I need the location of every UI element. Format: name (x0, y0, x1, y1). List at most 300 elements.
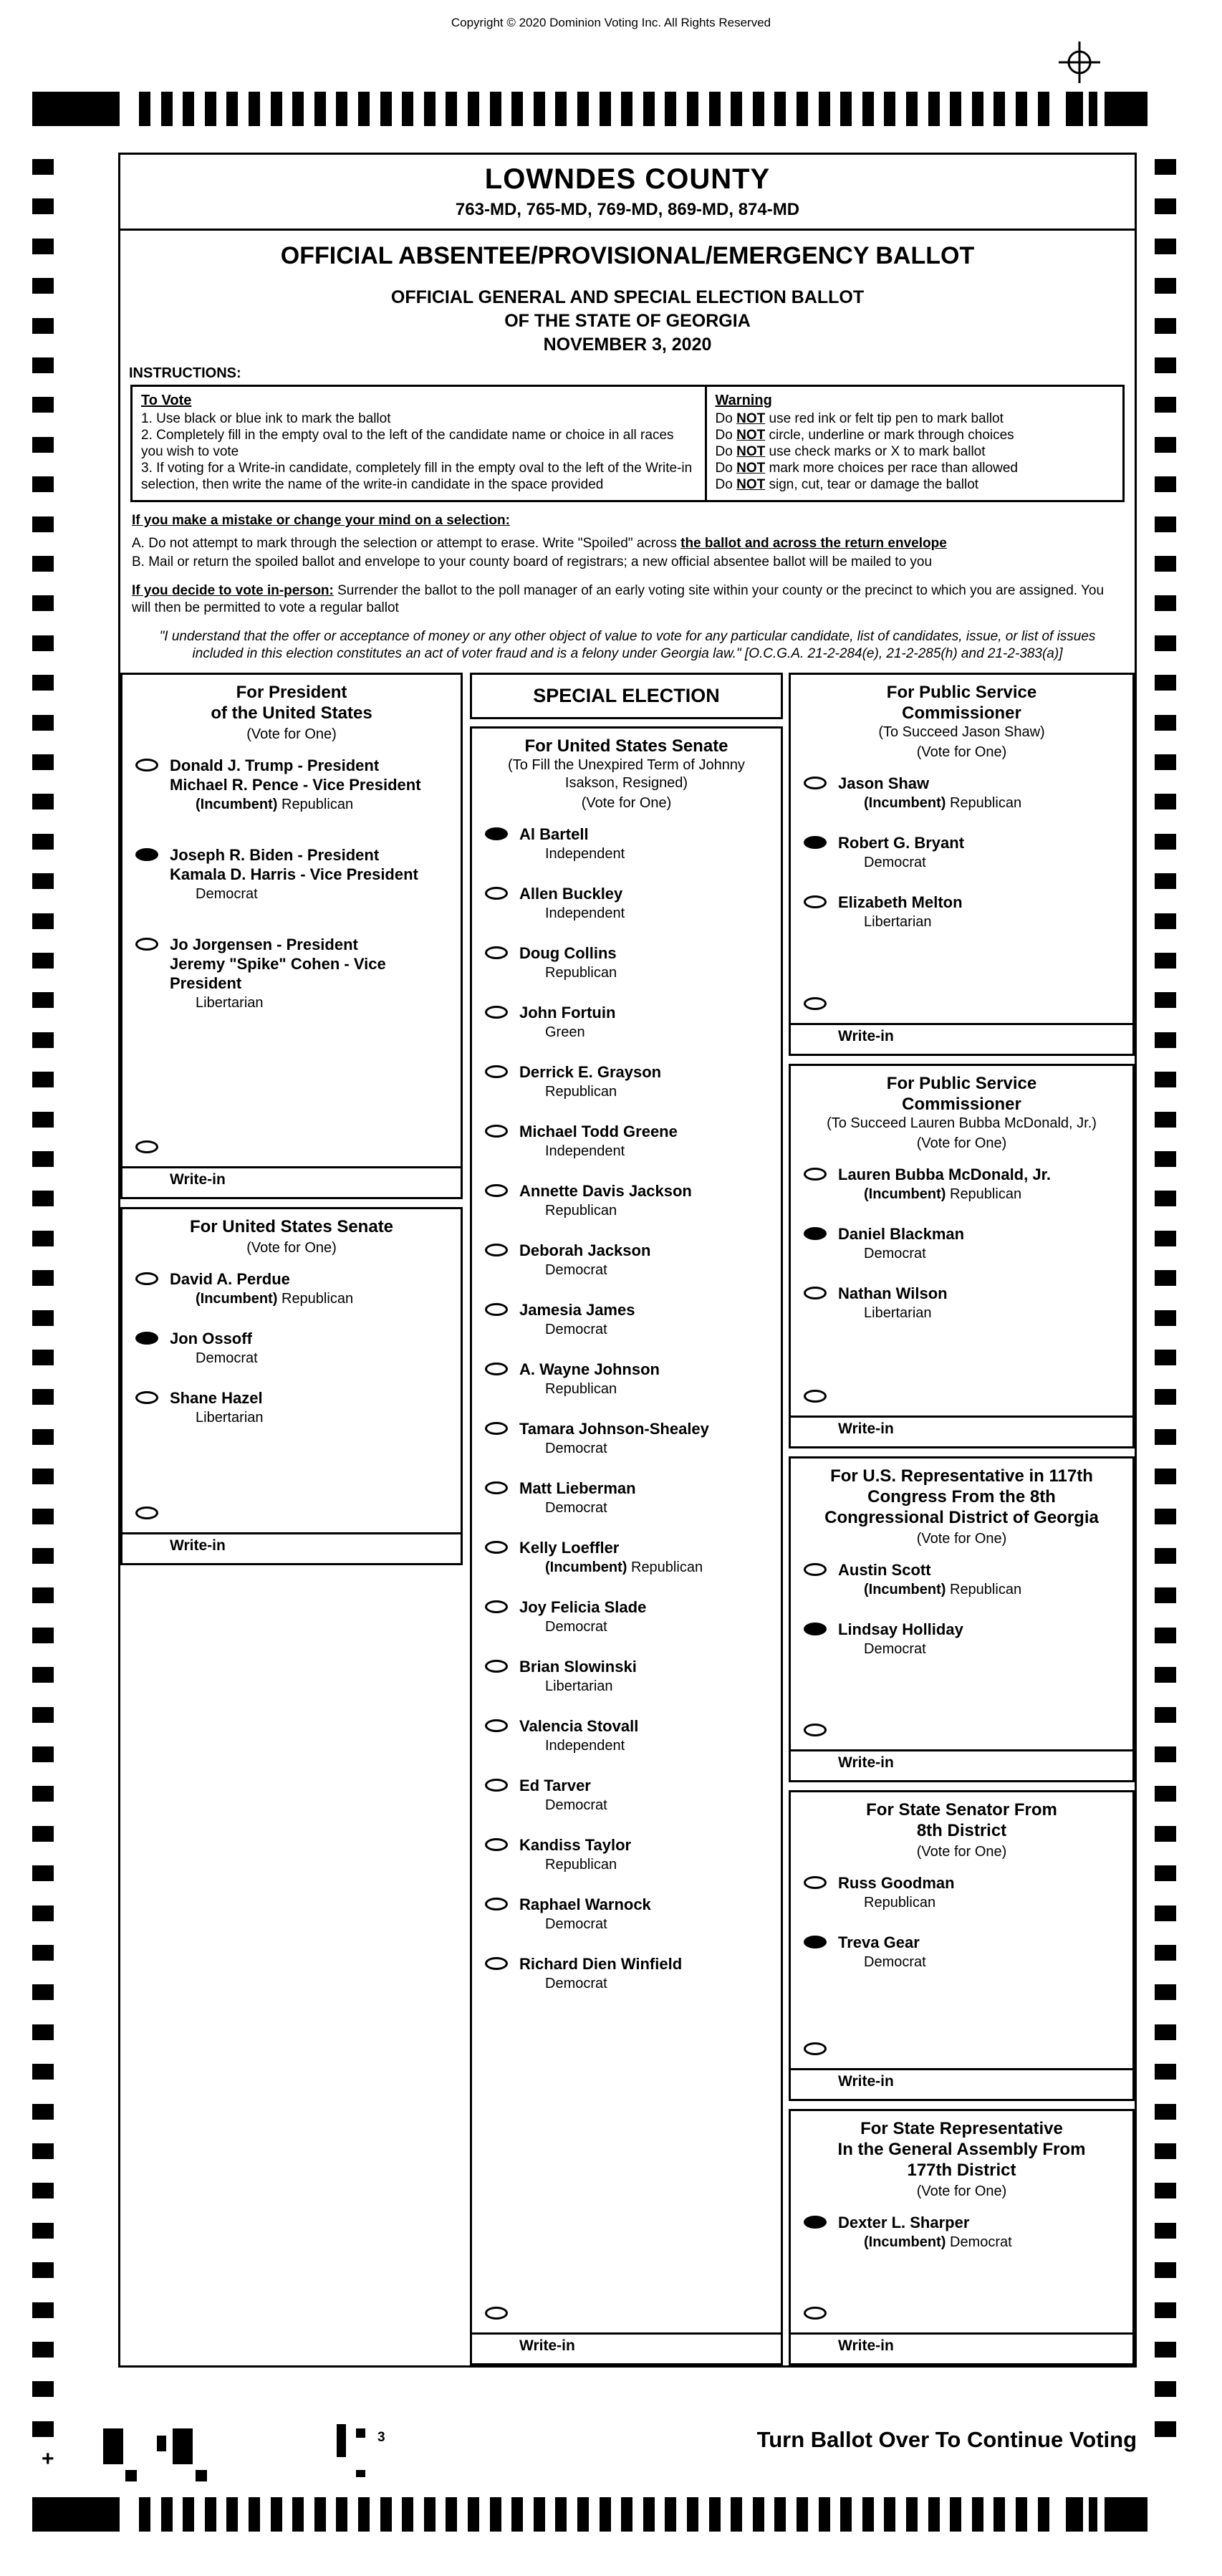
timing-mark (32, 794, 54, 809)
vote-for-instruction: (Vote for One) (916, 1135, 1007, 1151)
timing-mark (32, 1032, 54, 1048)
warning-not-emphasis: NOT (736, 444, 766, 459)
timing-mark (32, 754, 54, 770)
candidate-name: Richard Dien Winfield (519, 1955, 683, 1973)
timing-mark (950, 92, 961, 126)
candidate-row (472, 1716, 781, 1754)
to-vote-column (133, 387, 707, 500)
timing-mark (32, 2223, 54, 2239)
candidate-row (472, 1181, 781, 1219)
contest-title: For Public Service (886, 1074, 1037, 1093)
timing-mark (32, 1270, 54, 1286)
ballot-oval[interactable] (485, 1660, 508, 1673)
candidate-name: Daniel Blackman (838, 1225, 965, 1243)
ballot-oval[interactable] (804, 1563, 827, 1576)
mistake-title: If you make a mistake or change your mind on a selection: (132, 513, 510, 528)
ballot-oval[interactable] (485, 1125, 508, 1138)
write-in-oval[interactable] (135, 1140, 158, 1153)
timing-mark (161, 2497, 173, 2532)
timing-mark (32, 1984, 54, 2000)
candidate-party: (Incumbent) Republican (864, 1186, 1022, 1202)
code-mark (103, 2428, 123, 2464)
timing-mark (1155, 1746, 1176, 1762)
write-in-area (791, 1716, 1132, 1780)
timing-mark (32, 834, 54, 850)
candidate-party: (Incumbent) Republican (196, 1291, 354, 1307)
candidate-name: Doug Collins (519, 944, 617, 962)
in-person-label: If you decide to vote in-person: (132, 583, 334, 598)
ballot-oval[interactable] (485, 1006, 508, 1019)
incumbent-flag: (Incumbent) (864, 795, 946, 811)
candidate-name: Jamesia James (519, 1301, 635, 1319)
timing-mark (32, 2421, 54, 2437)
candidate-name: Nathan Wilson (838, 1284, 948, 1302)
vote-for-instruction: (Vote for One) (916, 1531, 1007, 1547)
ballot-type-title: OFFICIAL ABSENTEE/PROVISIONAL/EMERGENCY BALLOT (280, 242, 975, 269)
timing-mark (577, 2497, 589, 2532)
registration-crosshair-icon (1056, 39, 1103, 86)
candidate-name: Jo Jorgensen - President (170, 936, 358, 953)
timing-mark (32, 1587, 54, 1603)
timing-mark (32, 1509, 54, 1524)
timing-mark (292, 2497, 304, 2532)
candidate-name: Michael Todd Greene (519, 1123, 678, 1140)
contest-title: 177th District (907, 2161, 1016, 2180)
timing-mark (32, 1945, 54, 1961)
vote-for-instruction: (Vote for One) (246, 726, 337, 742)
timing-mark (1155, 1191, 1176, 1206)
timing-mark (1155, 2104, 1176, 2120)
contest-subtitle: Isakson, Resigned) (564, 775, 688, 791)
contest-subtitle: (To Succeed Lauren Bubba McDonald, Jr.) (827, 1115, 1097, 1131)
candidate-row (472, 825, 781, 862)
timing-mark (139, 92, 150, 126)
timing-mark (862, 2497, 874, 2532)
contest-box (120, 673, 463, 1199)
timing-mark (380, 2497, 392, 2532)
timing-mark (1155, 834, 1176, 850)
contest-box (789, 2109, 1135, 2365)
timing-mark (1155, 953, 1176, 969)
ballot-oval[interactable] (804, 1287, 827, 1299)
timing-mark (32, 2262, 54, 2278)
to-vote-item: 2. Completely fill in the empty oval to the left of the candidate name or choice in all races you wish to vote (141, 428, 674, 459)
timing-mark (1155, 1945, 1176, 1961)
to-vote-item: 1. Use black or blue ink to mark the ballot (141, 411, 391, 426)
timing-mark (1155, 476, 1176, 492)
timing-mark (1155, 1707, 1176, 1723)
candidate-row (472, 884, 781, 922)
timing-mark (1155, 1509, 1176, 1524)
ballot-oval[interactable] (485, 1184, 508, 1197)
timing-mark (665, 92, 676, 126)
timing-mark (621, 92, 632, 126)
ballot-oval[interactable] (485, 1779, 508, 1792)
timing-mark (32, 397, 54, 413)
warning-item: Do NOT sign, cut, tear or damage the ballot (715, 477, 979, 492)
timing-mark (32, 2302, 54, 2318)
write-in-label: Write-in (791, 1749, 1132, 1780)
timing-mark (1155, 1310, 1176, 1326)
candidate-row (472, 1360, 781, 1398)
timing-mark (32, 1469, 54, 1484)
ballot-oval[interactable] (135, 938, 158, 951)
warning-not-emphasis: NOT (736, 411, 766, 426)
write-in-label: Write-in (122, 1166, 461, 1197)
ballot-oval[interactable] (804, 1168, 827, 1181)
timing-mark (643, 2497, 655, 2532)
candidate-name: Matt Lieberman (519, 1479, 636, 1497)
candidate-name: John Fortuin (519, 1004, 616, 1022)
write-in-oval-row (791, 990, 1132, 1023)
candidate-party: Libertarian (545, 1678, 613, 1694)
incumbent-flag: (Incumbent) (196, 797, 278, 812)
timing-mark (1155, 159, 1176, 175)
timing-mark (1155, 1231, 1176, 1246)
code-mark (157, 2436, 166, 2451)
candidate-row (791, 1560, 1132, 1598)
write-in-label: Write-in (791, 1416, 1132, 1446)
contest-title: For Public Service (886, 683, 1037, 702)
write-in-oval[interactable] (804, 1724, 827, 1736)
timing-mark (32, 1231, 54, 1246)
warning-item: Do NOT use check marks or X to mark ballot (715, 444, 986, 459)
candidate-party: Libertarian (864, 914, 932, 930)
timing-mark (402, 92, 413, 126)
write-in-oval[interactable] (135, 1506, 158, 1519)
timing-mark (271, 92, 282, 126)
ballot-oval[interactable] (485, 1719, 508, 1732)
timing-mark (1155, 1667, 1176, 1683)
timing-mark (774, 92, 786, 126)
timing-mark (555, 92, 567, 126)
write-in-label: Write-in (791, 2332, 1132, 2363)
candidate-row (472, 1479, 781, 1517)
timing-mark (1066, 2497, 1083, 2532)
vote-for-instruction: (Vote for One) (246, 1240, 337, 1256)
timing-mark (32, 198, 54, 214)
candidate-party: Democrat (545, 1262, 607, 1278)
timing-mark (1155, 1469, 1176, 1484)
mistake-item-b: B. Mail or return the spoiled ballot and envelope to your county board of registrars; a new official absentee ballot will be mailed to you (132, 554, 933, 569)
timing-mark (271, 2497, 282, 2532)
timing-mark (32, 873, 54, 889)
timing-mark (1066, 92, 1083, 126)
write-in-oval[interactable] (485, 2307, 508, 2320)
timing-mark (731, 92, 742, 126)
candidate-row (791, 1224, 1132, 1262)
candidate-row (472, 1657, 781, 1695)
timing-mark (32, 1548, 54, 1564)
contest-title: For State Senator From (866, 1800, 1057, 1820)
timing-mark (1155, 1072, 1176, 1087)
timing-mark (32, 1191, 54, 1206)
ballot-oval[interactable] (485, 946, 508, 959)
candidate-party: Democrat (864, 1954, 926, 1970)
timing-mark (534, 2497, 545, 2532)
timing-mark (884, 2497, 895, 2532)
contest-title: In the General Assembly From (837, 2140, 1086, 2159)
ballot-oval-filled[interactable] (804, 1936, 827, 1948)
code-mark (356, 2428, 365, 2438)
warning-item: Do NOT circle, underline or mark through choices (715, 428, 1014, 443)
candidate-name: Annette Davis Jackson (519, 1182, 692, 1200)
ballot-oval[interactable] (485, 1541, 508, 1554)
timing-mark (928, 92, 940, 126)
candidate-party: Democrat (196, 886, 258, 902)
ballot-oval[interactable] (804, 1876, 827, 1889)
precinct-list: 763-MD, 765-MD, 769-MD, 869-MD, 874-MD (455, 200, 800, 219)
contest-box (789, 1064, 1135, 1448)
candidate-name: Shane Hazel (170, 1389, 263, 1407)
timing-mark (32, 1707, 54, 1723)
timing-mark (1155, 1032, 1176, 1048)
candidate-party: Republican (864, 1895, 936, 1911)
warning-not-emphasis: NOT (736, 461, 766, 476)
timing-mark (336, 2497, 347, 2532)
registration-plus-mark: + (42, 2447, 54, 2471)
timing-mark (1155, 437, 1176, 453)
timing-mark (380, 92, 392, 126)
timing-mark (1155, 1587, 1176, 1603)
ballot-oval[interactable] (485, 1363, 508, 1375)
contest-title: For President (236, 683, 347, 702)
vote-for-instruction: (Vote for One) (581, 795, 672, 811)
candidate-party: Democrat (864, 855, 926, 870)
code-mark (337, 2424, 346, 2457)
timing-mark (665, 2497, 676, 2532)
timing-mark (1089, 92, 1097, 126)
timing-mark (1155, 992, 1176, 1008)
contest-title: For State Representative (860, 2119, 1063, 2138)
candidate-party: Libertarian (196, 1410, 264, 1426)
ballot-oval-filled[interactable] (135, 848, 158, 861)
write-in-oval[interactable] (804, 997, 827, 1010)
warning-column (707, 387, 1122, 500)
election-date: NOVEMBER 3, 2020 (543, 335, 712, 355)
candidate-party: Democrat (864, 1641, 926, 1657)
timing-mark (1016, 92, 1027, 126)
candidate-name: Lauren Bubba McDonald, Jr. (838, 1166, 1052, 1183)
timing-mark (1155, 715, 1176, 731)
ballot-oval[interactable] (485, 1898, 508, 1911)
code-mark (356, 2470, 365, 2477)
incumbent-flag: (Incumbent) (196, 1291, 278, 1307)
write-in-oval[interactable] (804, 2042, 827, 2055)
timing-mark (1155, 1628, 1176, 1643)
timing-mark (32, 595, 54, 611)
timing-mark (774, 2497, 786, 2532)
timing-mark (1155, 1826, 1176, 1842)
candidate-party: Libertarian (864, 1305, 932, 1321)
timing-mark (32, 2143, 54, 2159)
ballot-oval[interactable] (485, 887, 508, 900)
county-header (120, 155, 1135, 231)
ballot-oval[interactable] (485, 1422, 508, 1435)
vote-for-instruction: (Vote for One) (916, 2183, 1007, 2199)
timing-mark (161, 92, 173, 126)
timing-mark-corner (32, 92, 120, 126)
timing-mark (358, 92, 370, 126)
timing-mark (32, 635, 54, 651)
voter-fraud-affidavit: "I understand that the offer or acceptance of money or any other object of value to vote for any particular candidate, list of candidates, issue, or list of issues included in this election constitutes an act of voter fraud and is a felony under Georgia law." [O.C.G.A. 21-2-284(e), 21-2-285(h) and 21-2-383(a)] (159, 629, 1096, 661)
timing-mark (32, 2024, 54, 2040)
write-in-oval[interactable] (804, 2307, 827, 2320)
county-name: LOWNDES COUNTY (484, 163, 771, 195)
ballot-oval[interactable] (485, 1244, 508, 1256)
timing-mark (1155, 2342, 1176, 2358)
timing-mark (32, 476, 54, 492)
ballot-oval-filled[interactable] (485, 827, 508, 840)
candidate-name: David A. Perdue (170, 1270, 290, 1288)
ballot-oval[interactable] (135, 1391, 158, 1404)
candidate-name: Valencia Stovall (519, 1717, 639, 1735)
timing-mark (1155, 2381, 1176, 2397)
candidate-row (122, 935, 461, 1011)
ballot-oval[interactable] (485, 1957, 508, 1970)
candidate-party: Democrat (545, 1976, 607, 1991)
write-in-oval[interactable] (804, 1390, 827, 1403)
timing-mark (511, 92, 523, 126)
candidate-party: Democrat (545, 1797, 607, 1813)
candidate-row (791, 1933, 1132, 1971)
instructions-box (130, 385, 1125, 502)
write-in-area (472, 2299, 781, 2363)
mistake-section (132, 512, 1123, 617)
candidate-row (472, 1003, 781, 1041)
candidate-name: Dexter L. Sharper (838, 2214, 970, 2231)
ballot-oval-filled[interactable] (804, 1623, 827, 1635)
candidate-party: (Incumbent) Republican (864, 795, 1022, 811)
timing-mark (1155, 357, 1176, 373)
candidate-name: Austin Scott (838, 1561, 931, 1579)
timing-mark (32, 1628, 54, 1643)
candidate-name: Joseph R. Biden - President (170, 846, 380, 864)
candidate-row (791, 893, 1132, 931)
timing-mark (928, 2497, 940, 2532)
candidate-name: Joy Felicia Slade (519, 1598, 647, 1616)
timing-mark (906, 2497, 918, 2532)
timing-mark (226, 2497, 238, 2532)
timing-mark (1155, 1350, 1176, 1365)
timing-mark-corner (1105, 2497, 1148, 2532)
timing-mark (1155, 2262, 1176, 2278)
ballot-oval-filled[interactable] (804, 836, 827, 849)
timing-mark (1155, 754, 1176, 770)
contest-title: Congress From the 8th (867, 1487, 1056, 1506)
ballot-oval-filled[interactable] (135, 1332, 158, 1345)
write-in-label: Write-in (791, 1023, 1132, 1054)
timing-mark (840, 2497, 852, 2532)
contest-title: For U.S. Representative in 117th (830, 1466, 1093, 1486)
candidate-name: Robert G. Bryant (838, 834, 965, 852)
sheet-mark: 3 (377, 2430, 385, 2445)
write-in-label: Write-in (472, 2332, 781, 2363)
ballot-oval[interactable] (485, 1303, 508, 1316)
timing-mark (32, 1865, 54, 1881)
in-person-instructions (132, 582, 1123, 617)
timing-mark (1155, 2421, 1176, 2437)
timing-mark (1155, 516, 1176, 532)
ballot-oval[interactable] (485, 1065, 508, 1078)
timing-mark (32, 1746, 54, 1762)
timing-mark (490, 92, 501, 126)
ballot-oval-filled[interactable] (804, 2216, 827, 2229)
candidate-party: (Incumbent) Democrat (864, 2234, 1012, 2250)
timing-mark (797, 92, 808, 126)
timing-mark (424, 2497, 436, 2532)
timing-mark (972, 92, 983, 126)
candidate-name: Kelly Loeffler (519, 1539, 620, 1557)
contest-box (789, 1456, 1135, 1782)
ballot-oval[interactable] (135, 759, 158, 772)
candidate-name: Elizabeth Melton (838, 893, 963, 911)
timing-mark (32, 556, 54, 572)
candidate-name: Jason Shaw (838, 774, 930, 792)
candidate-row (122, 1269, 461, 1307)
timing-mark (139, 2497, 150, 2532)
warning-items (716, 410, 1114, 493)
contest-box (120, 1207, 463, 1565)
contest-title: of the United States (211, 703, 372, 723)
timing-mark (731, 2497, 742, 2532)
timing-mark (1155, 198, 1176, 214)
timing-mark (1155, 2183, 1176, 2198)
timing-mark (32, 437, 54, 453)
contest-box (789, 1790, 1135, 2101)
special-election-header: SPECIAL ELECTION (470, 673, 783, 719)
candidate-party: Independent (545, 905, 625, 921)
ballot-oval[interactable] (135, 1272, 158, 1285)
contest-box (470, 726, 783, 2365)
timing-mark (1155, 318, 1176, 334)
timing-mark (490, 2497, 501, 2532)
ballot-oval[interactable] (485, 1838, 508, 1851)
timing-mark (32, 1112, 54, 1128)
ballot-oval[interactable] (804, 777, 827, 789)
write-in-oval-row (472, 2299, 781, 2332)
ballot-oval-filled[interactable] (804, 1227, 827, 1240)
candidate-party: Democrat (545, 1916, 607, 1932)
timing-mark (32, 715, 54, 731)
candidate-row (472, 1597, 781, 1635)
timing-mark (1155, 1429, 1176, 1445)
candidate-party: (Incumbent) Republican (545, 1559, 703, 1575)
incumbent-flag: (Incumbent) (864, 1186, 946, 1202)
candidate-name: Kandiss Taylor (519, 1836, 632, 1854)
candidate-row (791, 2213, 1132, 2251)
mistake-item-a (132, 535, 1123, 552)
ballot-oval[interactable] (485, 1481, 508, 1494)
ballot-oval[interactable] (804, 895, 827, 908)
timing-mark (1155, 2143, 1176, 2159)
timing-mark (249, 92, 260, 126)
timing-mark (1155, 1984, 1176, 2000)
timing-mark (249, 2497, 260, 2532)
candidate-row (791, 774, 1132, 812)
timing-mark (1089, 2497, 1097, 2532)
contest-title: Commissioner (902, 703, 1021, 723)
timing-mark (1155, 635, 1176, 651)
write-in-area (791, 2035, 1132, 2099)
timing-mark (972, 2497, 983, 2532)
candidate-row (791, 1620, 1132, 1658)
ballot-oval[interactable] (485, 1600, 508, 1613)
incumbent-flag: (Incumbent) (545, 1559, 627, 1575)
timing-mark (32, 1310, 54, 1326)
candidate-party: Independent (545, 1738, 625, 1754)
timing-mark (950, 2497, 961, 2532)
